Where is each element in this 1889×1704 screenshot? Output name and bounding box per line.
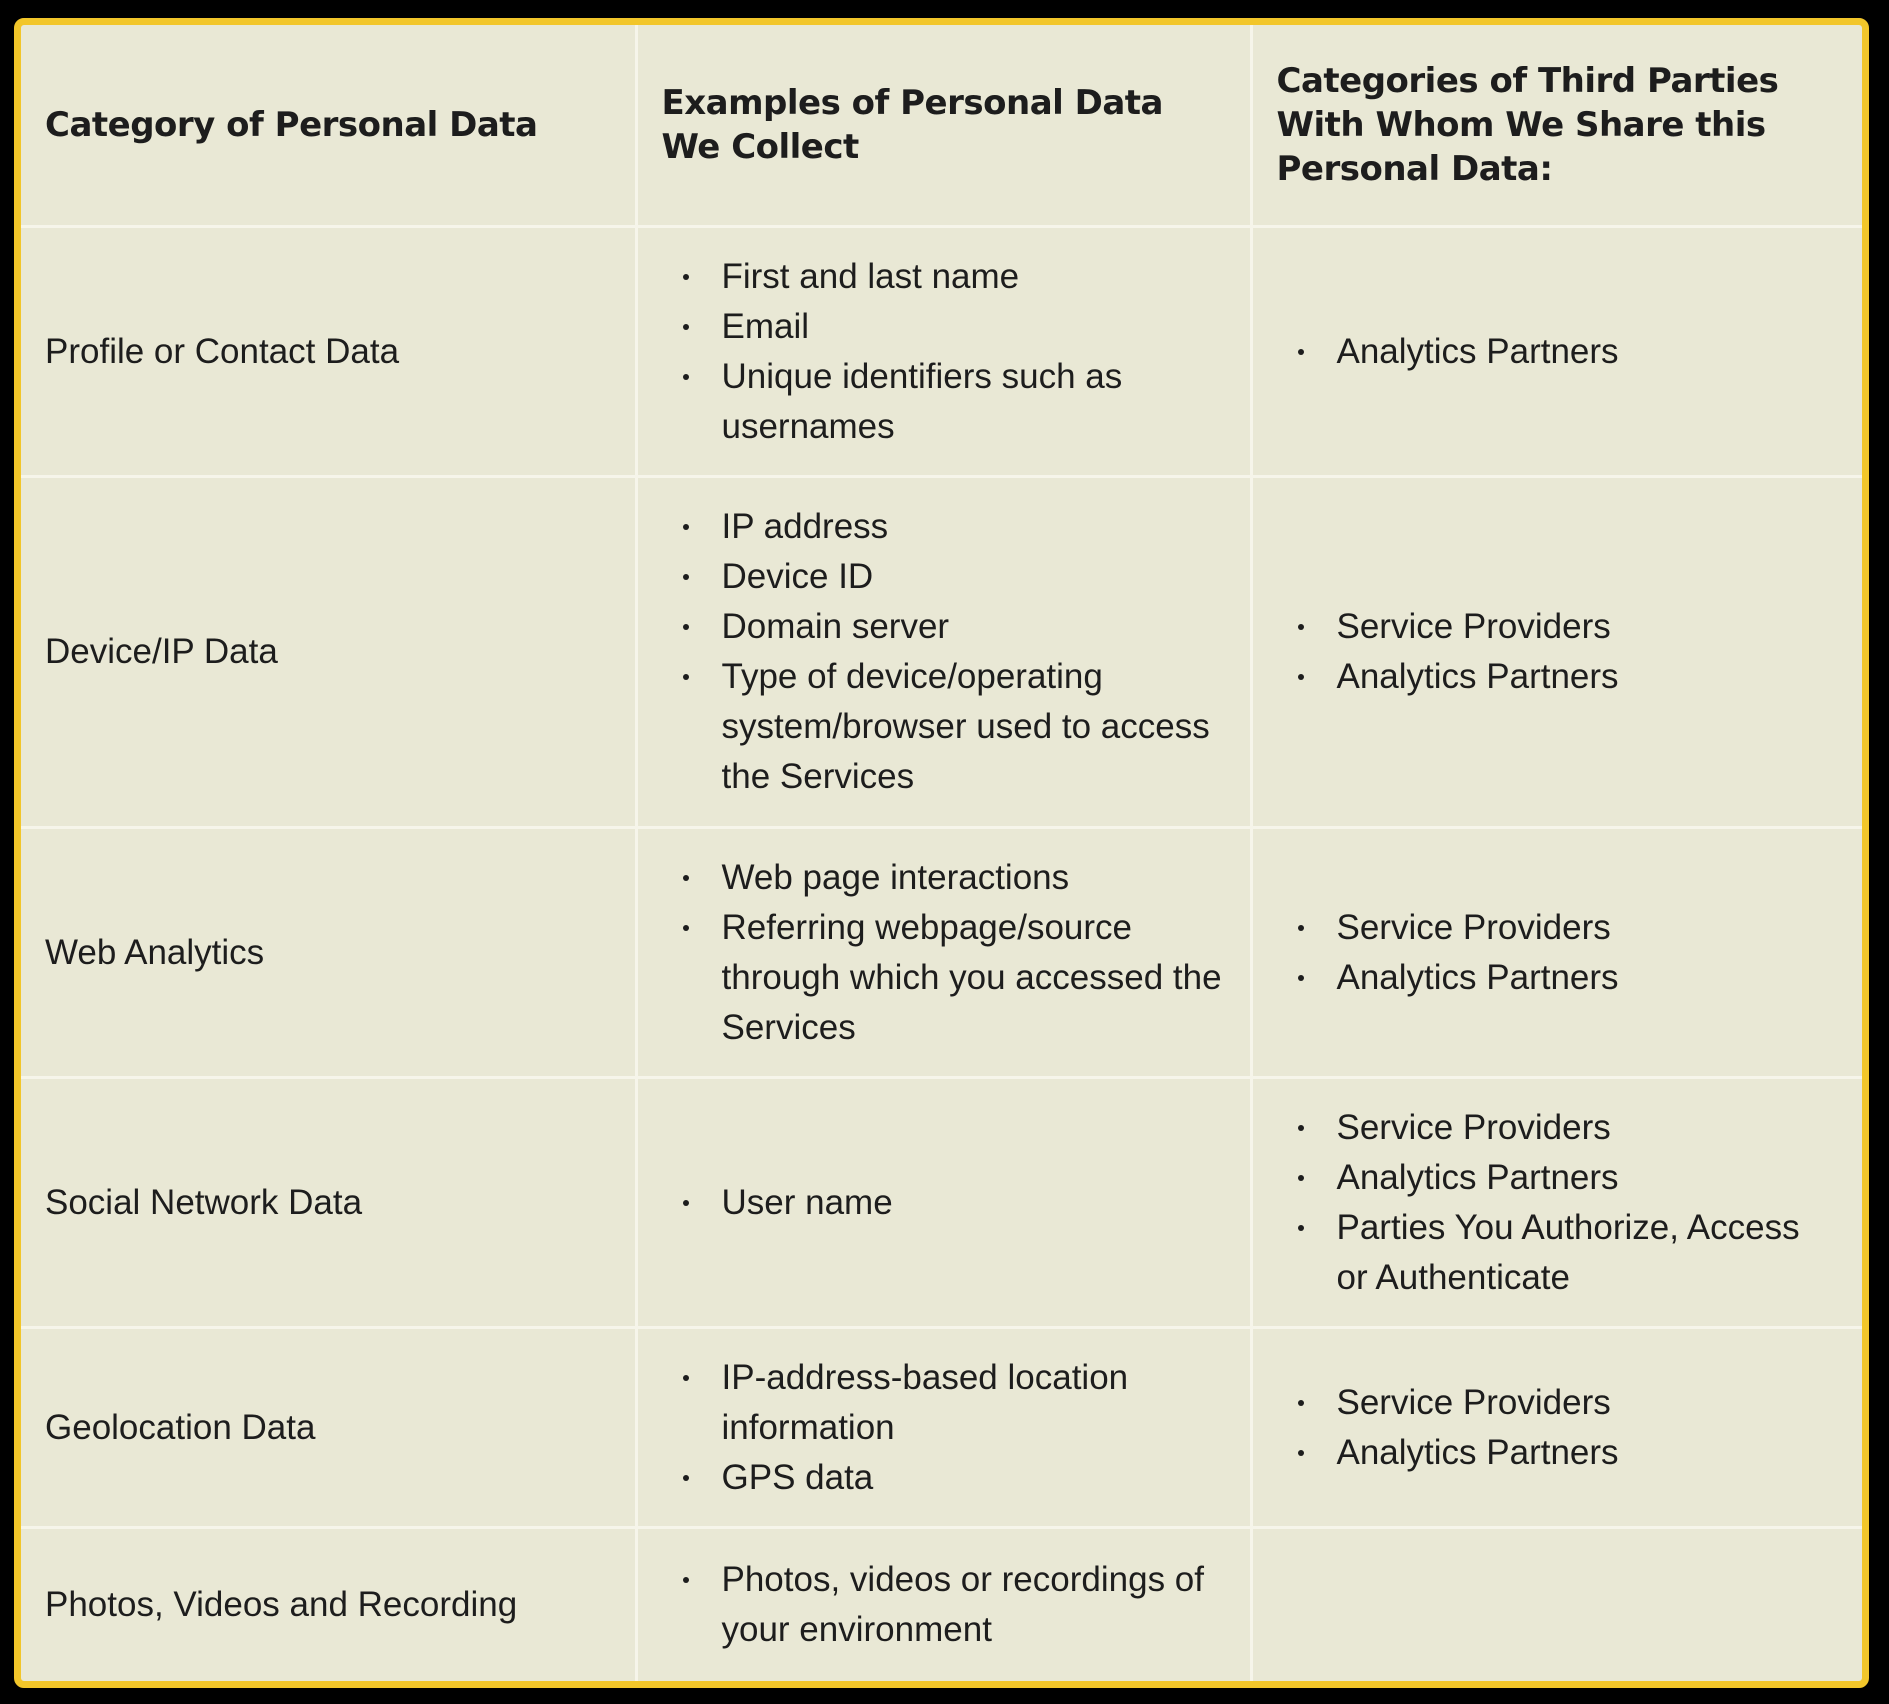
examples-cell [636, 227, 1251, 477]
list-item: User name [662, 1178, 1226, 1228]
examples-cell [636, 828, 1251, 1078]
bullet-icon [1298, 624, 1304, 630]
examples-cell [636, 477, 1251, 828]
category-cell: Social Network Data [21, 1078, 636, 1328]
header-third-parties: Categories of Third Parties With Whom We Share this Personal Data: [1251, 25, 1862, 227]
header-category: Category of Personal Data [21, 25, 636, 227]
list-item: Referring webpage/source through which you accessed the Services [662, 903, 1226, 1053]
third-parties-cell [1251, 1078, 1862, 1328]
bullet-icon [683, 1475, 689, 1481]
list-item: Service Providers [1277, 1103, 1839, 1153]
table-row [21, 1328, 1862, 1528]
list-item: Analytics Partners [1277, 327, 1839, 377]
list-item: Email [662, 302, 1226, 352]
bullet-icon [1298, 1125, 1304, 1131]
list-item: Analytics Partners [1277, 953, 1839, 1003]
category-cell: Geolocation Data [21, 1328, 636, 1528]
list-item: Type of device/operating system/browser used to access the Services [662, 652, 1226, 802]
bullet-icon [1298, 1175, 1304, 1181]
list-item: Service Providers [1277, 903, 1839, 953]
bullet-icon [683, 624, 689, 630]
bullet-icon [683, 324, 689, 330]
third-parties-cell [1251, 1528, 1862, 1682]
category-cell: Profile or Contact Data [21, 227, 636, 477]
third-parties-cell [1251, 828, 1862, 1078]
table-frame [14, 18, 1869, 1688]
bullet-icon [683, 574, 689, 580]
bullet-icon [1298, 1225, 1304, 1231]
table-row [21, 1528, 1862, 1682]
bullet-icon [683, 1375, 689, 1381]
bullet-icon [683, 524, 689, 530]
list-item: Parties You Authorize, Access or Authenticate [1277, 1203, 1839, 1303]
third-parties-cell [1251, 227, 1862, 477]
list-item: Analytics Partners [1277, 652, 1839, 702]
bullet-icon [683, 1200, 689, 1206]
bullet-icon [683, 374, 689, 380]
table-row [21, 828, 1862, 1078]
third-parties-cell [1251, 477, 1862, 828]
bullet-icon [1298, 674, 1304, 680]
list-item: Domain server [662, 602, 1226, 652]
bullet-icon [683, 674, 689, 680]
table-row [21, 227, 1862, 477]
list-item: First and last name [662, 252, 1226, 302]
list-item: Unique identifiers such as usernames [662, 352, 1226, 452]
list-item: Analytics Partners [1277, 1428, 1839, 1478]
bullet-icon [1298, 1450, 1304, 1456]
personal-data-table [21, 25, 1862, 1681]
bullet-icon [1298, 975, 1304, 981]
bullet-icon [1298, 349, 1304, 355]
list-item: IP address [662, 502, 1226, 552]
third-parties-cell [1251, 1328, 1862, 1528]
category-cell: Photos, Videos and Recording [21, 1528, 636, 1682]
examples-cell [636, 1078, 1251, 1328]
table-row [21, 477, 1862, 828]
examples-cell [636, 1328, 1251, 1528]
list-item: Web page interactions [662, 853, 1226, 903]
bullet-icon [683, 925, 689, 931]
bullet-icon [1298, 925, 1304, 931]
list-item: IP-address-based location information [662, 1353, 1226, 1453]
bullet-icon [683, 875, 689, 881]
list-item: Photos, videos or recordings of your environment [662, 1555, 1226, 1655]
header-row [21, 25, 1862, 227]
list-item: GPS data [662, 1453, 1226, 1503]
list-item: Service Providers [1277, 1378, 1839, 1428]
examples-cell [636, 1528, 1251, 1682]
bullet-icon [683, 1577, 689, 1583]
category-cell: Web Analytics [21, 828, 636, 1078]
list-item: Device ID [662, 552, 1226, 602]
table-row [21, 1078, 1862, 1328]
list-item: Service Providers [1277, 602, 1839, 652]
header-examples: Examples of Personal Data We Collect [636, 25, 1251, 227]
category-cell: Device/IP Data [21, 477, 636, 828]
list-item: Analytics Partners [1277, 1153, 1839, 1203]
bullet-icon [1298, 1400, 1304, 1406]
bullet-icon [683, 274, 689, 280]
